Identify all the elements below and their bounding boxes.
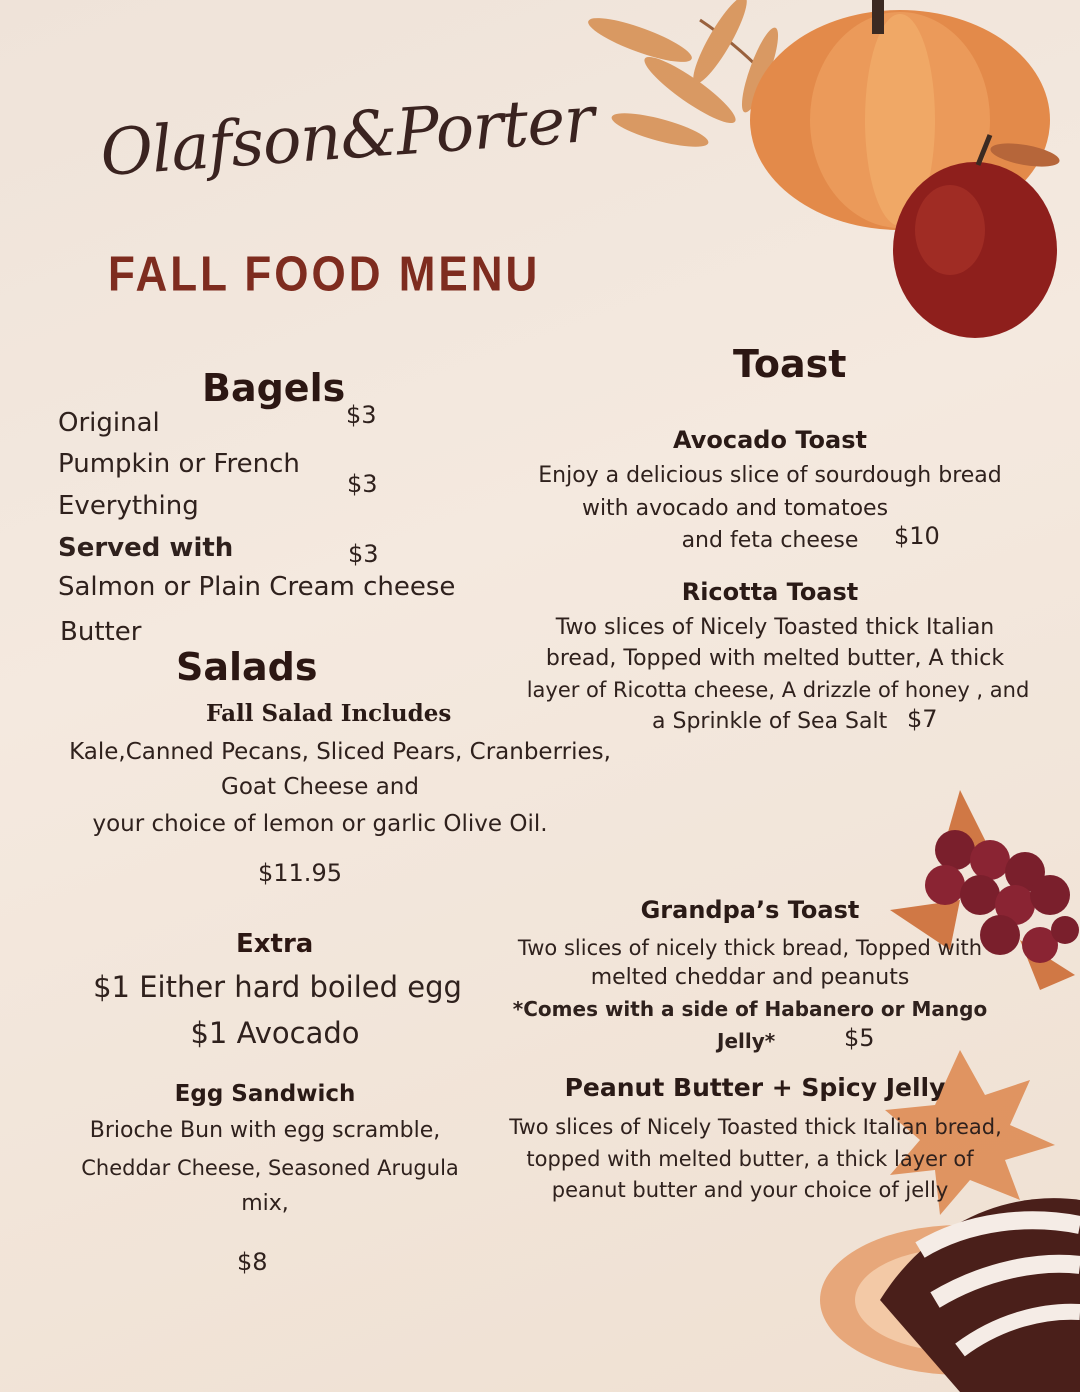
salad-description-line: Kale,Canned Pecans, Sliced Pears, Cranberries,: [69, 739, 611, 765]
salad-description-line: Goat Cheese and: [221, 774, 419, 800]
ricotta-toast-price: $7: [907, 705, 938, 733]
ricotta-toast-line: Two slices of Nicely Toasted thick Italian: [555, 615, 995, 640]
pbj-toast-line: Two slices of Nicely Toasted thick Italian bread,: [509, 1115, 1002, 1139]
avocado-toast-line: Enjoy a delicious slice of sourdough bread: [538, 463, 1002, 488]
toast-heading: Toast: [733, 342, 847, 386]
bagel-price: $3: [348, 540, 379, 568]
egg-sandwich-heading: Egg Sandwich: [174, 1081, 356, 1107]
egg-sandwich-line: Cheddar Cheese, Seasoned Arugula: [81, 1156, 459, 1180]
egg-sandwich-line: mix,: [241, 1191, 289, 1216]
grandpas-toast-line: Two slices of nicely thick bread, Topped with: [517, 936, 983, 960]
avocado-toast-name: Avocado Toast: [673, 426, 867, 454]
salad-description-line: your choice of lemon or garlic Olive Oil.: [92, 811, 548, 837]
pbj-toast-line: peanut butter and your choice of jelly: [551, 1178, 949, 1202]
extra-item: $1 Avocado: [190, 1016, 360, 1050]
ricotta-toast-line: a Sprinkle of Sea Salt: [652, 709, 888, 734]
avocado-toast-line: with avocado and tomatoes: [581, 496, 889, 521]
avocado-toast-price: $10: [894, 522, 940, 550]
bagel-item: Everything: [58, 491, 199, 521]
menu-title: FALL FOOD MENU: [108, 247, 541, 302]
pbj-toast-line: topped with melted butter, a thick layer of: [526, 1147, 974, 1171]
grandpas-toast-name: Grandpa’s Toast: [640, 896, 860, 924]
grandpas-toast-note: *Comes with a side of Habanero or Mango: [512, 997, 988, 1021]
bagel-item: Original: [58, 408, 160, 438]
extra-item: $1 Either hard boiled egg: [93, 970, 462, 1004]
bagels-heading: Bagels: [202, 366, 346, 410]
salads-heading: Salads: [176, 645, 318, 689]
avocado-toast-line: and feta cheese: [681, 528, 859, 553]
served-with-item: Salmon or Plain Cream cheese: [58, 572, 456, 602]
brand-logo-script: Olafson&Porter: [98, 82, 597, 192]
fall-salad-subheading: Fall Salad Includes: [206, 700, 452, 727]
grandpas-toast-line: melted cheddar and peanuts: [590, 965, 910, 990]
bagel-price: $3: [347, 470, 378, 498]
egg-sandwich-price: $8: [237, 1248, 268, 1276]
ricotta-toast-name: Ricotta Toast: [681, 578, 859, 606]
ricotta-toast-line: layer of Ricotta cheese, A drizzle of honey , and: [526, 678, 1030, 702]
served-with-label: Served with: [58, 533, 234, 563]
ricotta-toast-line: bread, Topped with melted butter, A thick: [545, 646, 1005, 671]
pastry-icon: [820, 1198, 1080, 1392]
egg-sandwich-line: Brioche Bun with egg scramble,: [89, 1118, 441, 1143]
bagel-price: $3: [346, 401, 377, 429]
extra-heading: Extra: [236, 929, 314, 959]
pbj-toast-name: Peanut Butter + Spicy Jelly: [564, 1073, 946, 1102]
grandpas-toast-note: Jelly*: [717, 1029, 776, 1053]
bagel-item: Pumpkin or French: [58, 449, 300, 479]
grandpas-toast-price: $5: [844, 1024, 875, 1052]
served-with-item: Butter: [60, 617, 142, 647]
salad-price: $11.95: [258, 859, 342, 887]
